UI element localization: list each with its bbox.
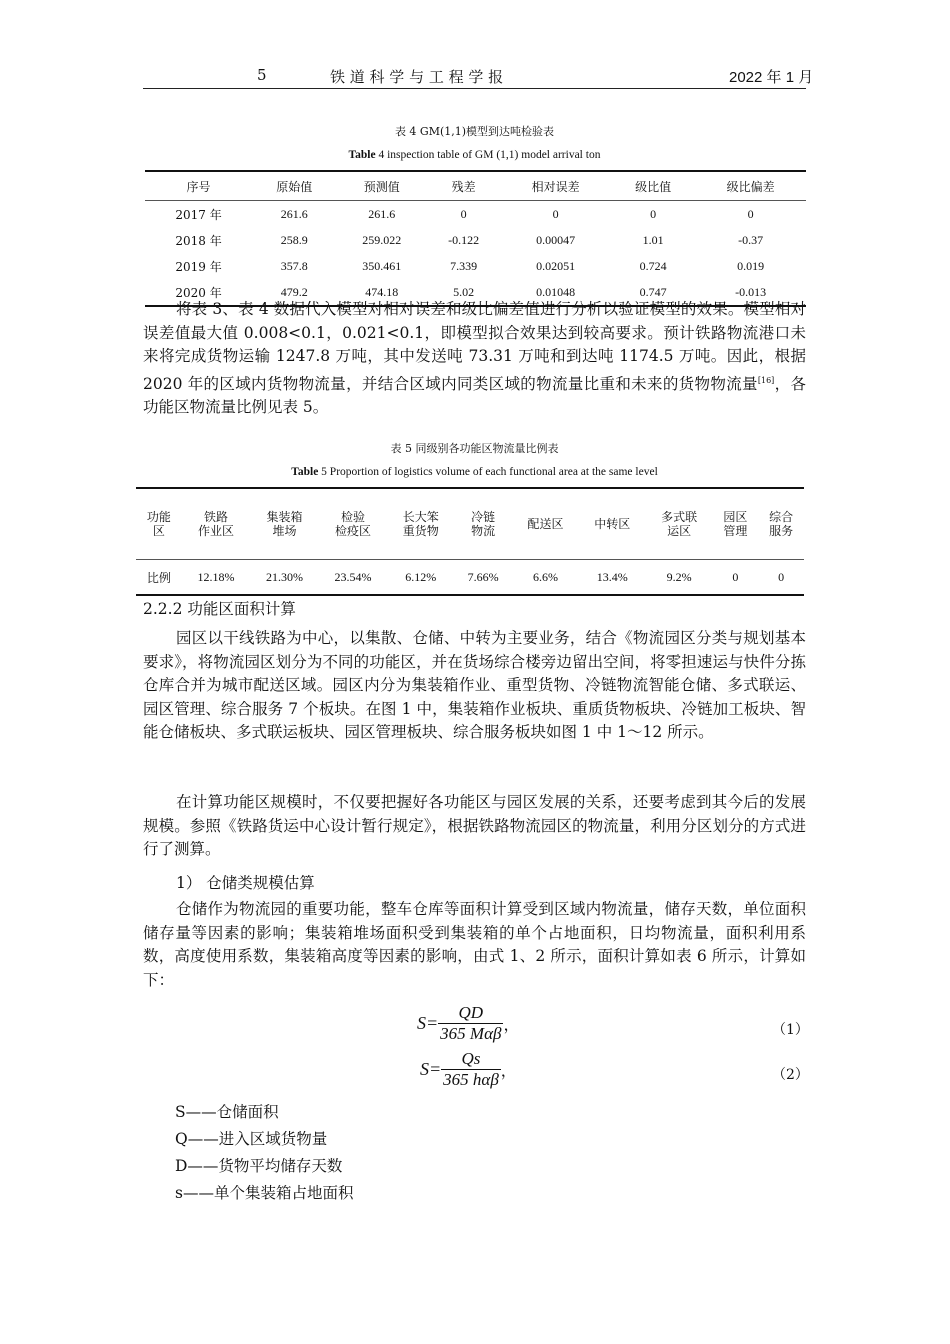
table5-header: 配送区 [512,488,579,560]
table-cell: 0 [460,206,467,221]
table5-header: 铁路 作业区 [182,488,251,560]
table5-caption-zh: 表 5 同级别各功能区物流量比例表 [390,442,559,455]
section-title: 2.2.2 功能区面积计算 [143,600,296,618]
table-cell: 357.8 [280,258,308,273]
definition-item: Q——进入区域货物量 [175,1130,328,1148]
paragraph-park-layout: 园区以干线铁路为中心，以集散、仓储、中转为主要业务，结合《物流园区分类与规划基本要求》，将物流园区划分为不同的功能区，并在货场综合楼旁边留出空间，将零担速运与快件分拣仓库合并为城市配送区域。园区内分为集装箱作业、重型货物、冷链物流智能仓储、多式联运、园区管理、综合服务 7 个板块。在图 1 中，集装箱作业板块、重质货物板块、冷链加工板块、智能仓储板块、多式联运板块、园区管理板块、综合服务板块如图 1 中 1～12 所示。 [143,629,806,741]
table5-header: 检验 检疫区 [319,488,388,560]
table-cell: 2020 年 [175,285,222,300]
table-cell: 2018 年 [175,233,222,248]
paragraph-table-analysis: 将表 3、表 4 数据代入模型对相对误差和级比偏差值进行分析以验证模型的效果。模型相对误差值最大值 0.008<0.1，0.021<0.1，即模型拟合效果达到较高要求。预计铁路物流港口未来将完成货物运输 1247.8 万吨，其中发送吨 73.31 万吨和到达吨 1174.5 万吨。因此，根据 2020 年的区域内货物物流量，并结合区域内同类区域的物流量比重和未来的货物物流量[16]，各功能区物流量比例见表 5。 [143,300,806,417]
citation: [16] [757,375,775,385]
table-row [145,227,806,253]
table4-header: 级比值 [611,171,695,201]
table-cell: 0.02051 [536,258,576,273]
journal-name: 铁 道 科 学 与 工 程 学 报 [330,68,504,86]
table-cell: 12.18% [197,569,235,584]
definition-item: s——单个集装箱占地面积 [175,1184,354,1202]
table-cell: 0.019 [737,258,765,273]
table4-header: 序号 [145,171,252,201]
table-cell: 0.00047 [536,232,576,247]
table-row [145,201,806,228]
table4-header: 残差 [427,171,500,201]
table-cell: 0 [650,206,657,221]
table4-caption-en: Table 4 inspection table of GM (1,1) model arrival ton [348,149,601,161]
table-cell: 0.724 [639,258,667,273]
table-cell: 5.02 [453,284,475,299]
table5-header-row [136,488,804,560]
equation-2-number: （2） [772,1067,809,1083]
table-row [136,560,804,596]
table-cell: 258.9 [280,232,308,247]
table5 [136,487,804,596]
table-cell: 1.01 [642,232,664,247]
table-cell: 261.6 [368,206,396,221]
table-cell: 7.66% [467,569,499,584]
table5-header: 功能 区 [136,488,182,560]
table4-caption-zh: 表 4 GM(1,1)模型到达吨检验表 [394,125,555,138]
list-item-storage-scale: 1） 仓储类规模估算 [176,874,315,892]
table-cell: 0 [732,569,739,584]
table-cell: 0.747 [639,284,667,299]
table-row [145,253,806,279]
table-cell: 7.339 [450,258,478,273]
table-cell: 479.2 [280,284,308,299]
table-cell: 0 [552,206,559,221]
table-cell: -0.37 [738,232,764,247]
page-number: 5 [257,66,267,84]
definition-item: D——货物平均储存天数 [175,1157,343,1175]
table5-caption-en: Table 5 Proportion of logistics volume of each functional area at the same level [291,466,658,478]
table-cell: 2019 年 [175,259,222,274]
table-cell: -0.013 [735,284,767,299]
table4-header: 预测值 [336,171,427,201]
table5-header: 中转区 [579,488,646,560]
table-cell: 21.30% [266,569,304,584]
definition-item: S——仓储面积 [175,1103,279,1121]
table-cell: 0 [778,569,785,584]
equation-2: S= $\frac{Qs}{\text{365 hαβ}}$ ， [420,1049,517,1089]
table-cell: 13.4% [596,569,628,584]
table-cell: 6.6% [532,569,558,584]
table5-header: 长大笨 重货物 [387,488,454,560]
table5-header: 集装箱 堆场 [250,488,319,560]
paragraph-scale-calc: 在计算功能区规模时，不仅要把握好各功能区与园区发展的关系，还要考虑到其今后的发展规模。参照《铁路货运中心设计暂行规定》，根据铁路物流园区的物流量，利用分区划分的方式进行了测算。 [143,793,806,858]
table-cell: 9.2% [666,569,692,584]
table-cell: 6.12% [405,569,437,584]
table-cell: 2017 年 [175,207,222,222]
table-cell: -0.122 [448,232,480,247]
table-cell: 261.6 [280,206,308,221]
table-cell: 474.18 [365,284,399,299]
table5-header: 多式联 运区 [646,488,713,560]
table4-header: 相对误差 [500,171,611,201]
table-cell: 比例 [146,570,171,585]
table4-header-row [145,171,806,201]
table4 [145,170,806,307]
equation-1: S= $\frac{QD}{\text{365 Mαβ}}$ ， [417,1003,520,1043]
table5-header: 园区 管理 [712,488,758,560]
paragraph-storage-factors: 仓储作为物流园的重要功能，整车仓库等面积计算受到区域内物流量，储存天数，单位面积储存量等因素的影响；集装箱堆场面积受到集装箱的单个占地面积，日均物流量，面积利用系数，高度使用系数，集装箱高度等因素的影响，由式 1、2 所示，面积计算如表 6 所示，计算如下： [143,900,806,989]
table-cell: 23.54% [334,569,372,584]
table4-header: 原始值 [252,171,336,201]
table-cell: 0 [747,206,754,221]
table5-header: 冷链 物流 [454,488,512,560]
table5-header: 综合 服务 [758,488,804,560]
header-rule [143,88,806,89]
equation-1-number: （1） [772,1022,809,1038]
table-cell: 259.022 [362,232,402,247]
table-cell: 0.01048 [536,284,576,299]
table-cell: 350.461 [362,258,402,273]
issue-date: 2022 年 1 月 [729,69,814,86]
table4-header: 级比偏差 [695,171,806,201]
